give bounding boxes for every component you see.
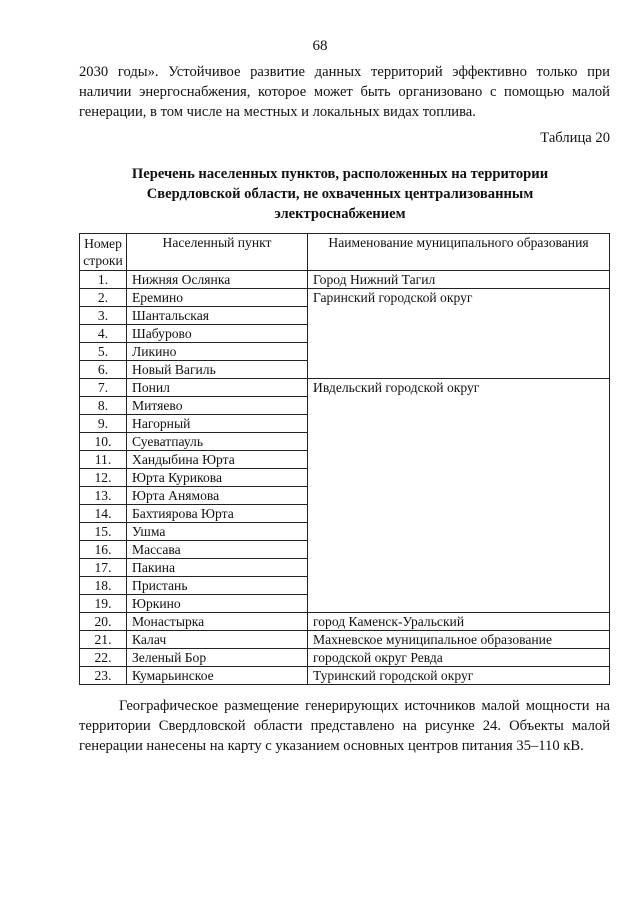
row-number-cell: 6.: [80, 361, 127, 379]
settlement-cell: Калач: [127, 631, 308, 649]
header-settlement: Населенный пункт: [127, 234, 308, 271]
municipality-cell: Туринский городской округ: [308, 667, 610, 685]
settlements-table: [79, 233, 610, 685]
row-number-cell: 23.: [80, 667, 127, 685]
settlement-cell: Пристань: [127, 577, 308, 595]
settlement-cell: Зеленый Бор: [127, 649, 308, 667]
settlement-cell: Митяево: [127, 397, 308, 415]
settlement-cell: Нагорный: [127, 415, 308, 433]
row-number-cell: 13.: [80, 487, 127, 505]
row-number-cell: 5.: [80, 343, 127, 361]
table-row: [80, 271, 610, 289]
municipality-cell: город Каменск-Уральский: [308, 613, 610, 631]
row-number-cell: 7.: [80, 379, 127, 397]
row-number-cell: 14.: [80, 505, 127, 523]
settlement-cell: Хандыбина Юрта: [127, 451, 308, 469]
municipality-cell: Гаринский городской округ: [308, 289, 610, 379]
row-number-cell: 19.: [80, 595, 127, 613]
row-number-cell: 10.: [80, 433, 127, 451]
table-row: [80, 649, 610, 667]
settlement-cell: Юрта Анямова: [127, 487, 308, 505]
settlement-cell: Суеватпауль: [127, 433, 308, 451]
settlement-cell: Массава: [127, 541, 308, 559]
settlement-cell: Юркино: [127, 595, 308, 613]
settlement-cell: Кумарьинское: [127, 667, 308, 685]
municipality-cell: Ивдельский городской округ: [308, 379, 610, 613]
row-number-cell: 20.: [80, 613, 127, 631]
table-row: [80, 613, 610, 631]
table-caption: Таблица 20: [540, 130, 610, 146]
settlement-cell: Понил: [127, 379, 308, 397]
page-number: 68: [312, 38, 328, 54]
settlement-cell: Шабурово: [127, 325, 308, 343]
header-municipality: Наименование муниципального образования: [308, 234, 610, 271]
row-number-cell: 21.: [80, 631, 127, 649]
settlement-cell: Еремино: [127, 289, 308, 307]
municipality-cell: Махневское муниципальное образование: [308, 631, 610, 649]
row-number-cell: 18.: [80, 577, 127, 595]
settlement-cell: Пакина: [127, 559, 308, 577]
row-number-cell: 22.: [80, 649, 127, 667]
intro-paragraph: 2030 годы». Устойчивое развитие данных территорий эффективно только при наличии энергоснабжения, которое может быть организовано с помощью малой генерации, в том числе на местных и локальных видах топлива.: [79, 64, 610, 120]
row-number-cell: 2.: [80, 289, 127, 307]
settlement-cell: Юрта Курикова: [127, 469, 308, 487]
settlement-cell: Нижняя Ослянка: [127, 271, 308, 289]
table-row: [80, 379, 610, 397]
row-number-cell: 11.: [80, 451, 127, 469]
table-row: [80, 289, 610, 307]
settlement-cell: Шантальская: [127, 307, 308, 325]
row-number-cell: 3.: [80, 307, 127, 325]
settlement-cell: Ушма: [127, 523, 308, 541]
row-number-cell: 17.: [80, 559, 127, 577]
table-header-row: [80, 234, 610, 271]
header-row-number: Номер строки: [80, 234, 127, 271]
row-number-cell: 16.: [80, 541, 127, 559]
settlement-cell: Монастырка: [127, 613, 308, 631]
closing-paragraph: Географическое размещение генерирующих источников малой мощности на территории Свердловской области представлено на рисунке 24. Объекты малой генерации нанесены на карту с указанием основных центров питания 35–110 кВ.: [79, 698, 610, 754]
row-number-cell: 4.: [80, 325, 127, 343]
row-number-cell: 1.: [80, 271, 127, 289]
row-number-cell: 12.: [80, 469, 127, 487]
municipality-cell: городской округ Ревда: [308, 649, 610, 667]
table-title: Перечень населенных пунктов, расположенных на территории Свердловской области, не охваченных централизованным электроснабжением: [131, 166, 549, 222]
row-number-cell: 9.: [80, 415, 127, 433]
row-number-cell: 8.: [80, 397, 127, 415]
row-number-cell: 15.: [80, 523, 127, 541]
table-row: [80, 667, 610, 685]
settlement-cell: Ликино: [127, 343, 308, 361]
settlement-cell: Новый Вагиль: [127, 361, 308, 379]
settlement-cell: Бахтиярова Юрта: [127, 505, 308, 523]
municipality-cell: Город Нижний Тагил: [308, 271, 610, 289]
table-row: [80, 631, 610, 649]
